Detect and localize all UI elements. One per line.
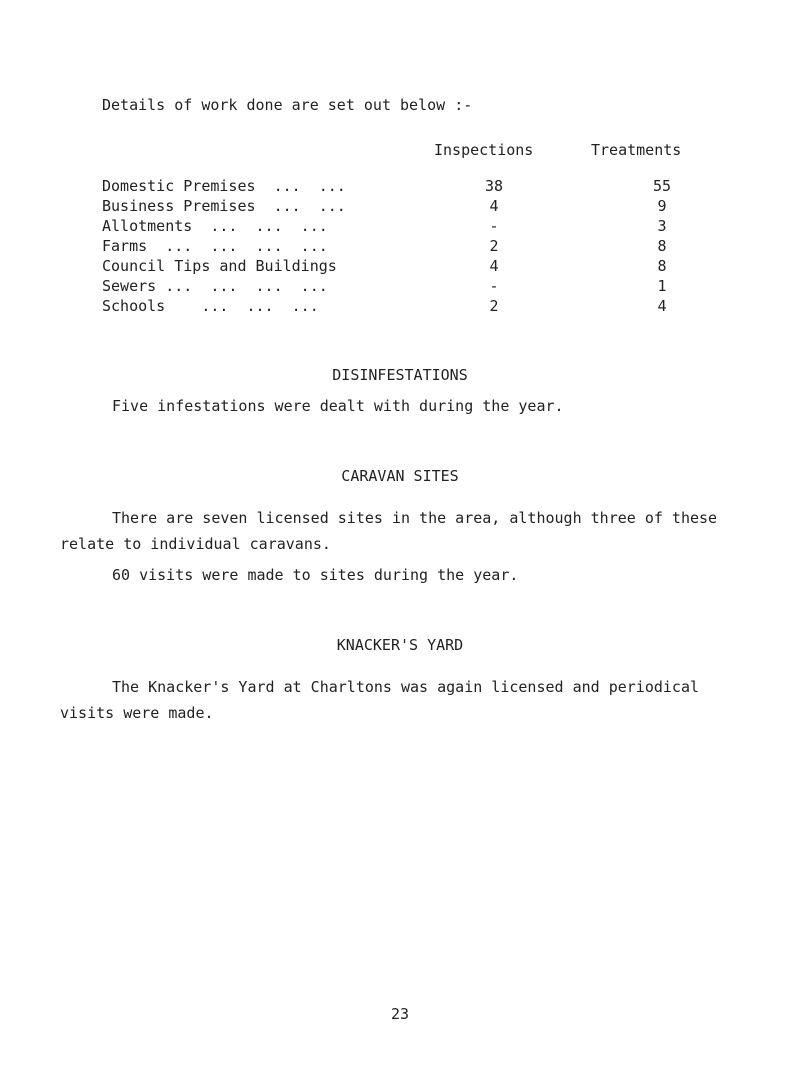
row-treatments-value: 9 (657, 197, 667, 215)
table-row (102, 297, 702, 317)
intro-text: Details of work done are set out below :- (102, 96, 473, 114)
row-inspections-value: 38 (484, 177, 504, 195)
disinfestations-paragraph (60, 393, 750, 419)
row-inspections-value: 4 (489, 257, 499, 275)
row-inspections-value: - (489, 277, 499, 295)
row-inspections-value: 2 (489, 237, 499, 255)
table-row (102, 277, 702, 297)
row-treatments-value: 3 (657, 217, 667, 235)
row-treatments-value: 8 (657, 257, 667, 275)
disinfestations-heading: DISINFESTATIONS (332, 366, 468, 384)
knackers-yard-paragraph (60, 674, 750, 726)
caravan-sites-heading: CARAVAN SITES (341, 467, 459, 485)
caravan-sites-paragraph-2 (60, 562, 750, 588)
table-row (102, 237, 702, 257)
row-treatments-value: 1 (657, 277, 667, 295)
caravan-sites-text-2: 60 visits were made to sites during the year. (112, 566, 519, 584)
row-treatments-value: 4 (657, 297, 667, 315)
row-label: Sewers ... ... ... ... (102, 277, 328, 295)
table-row (102, 197, 702, 217)
row-label: Council Tips and Buildings (102, 257, 337, 275)
disinfestations-text: Five infestations were dealt with during the year. (112, 397, 564, 415)
caravan-sites-paragraph-1 (60, 505, 750, 557)
row-label: Business Premises ... ... (102, 197, 346, 215)
table-row (102, 257, 702, 277)
row-treatments-value: 8 (657, 237, 667, 255)
row-label: Allotments ... ... ... (102, 217, 328, 235)
table-row (102, 217, 702, 237)
row-inspections-value: - (489, 217, 499, 235)
row-label: Farms ... ... ... ... (102, 237, 328, 255)
table-row (102, 177, 702, 197)
row-label: Domestic Premises ... ... (102, 177, 346, 195)
knackers-yard-text: The Knacker's Yard at Charltons was again licensed and periodical visits were made. (60, 678, 699, 722)
row-label: Schools ... ... ... (102, 297, 319, 315)
row-inspections-value: 2 (489, 297, 499, 315)
treatments-column-header: Treatments (591, 141, 682, 159)
inspections-column-header: Inspections (434, 141, 534, 159)
knackers-yard-heading: KNACKER'S YARD (336, 636, 464, 654)
page-number: 23 (390, 1005, 410, 1023)
row-inspections-value: 4 (489, 197, 499, 215)
row-treatments-value: 55 (652, 177, 672, 195)
caravan-sites-text-1: There are seven licensed sites in the area, although three of these relate to individual caravans. (60, 509, 718, 553)
